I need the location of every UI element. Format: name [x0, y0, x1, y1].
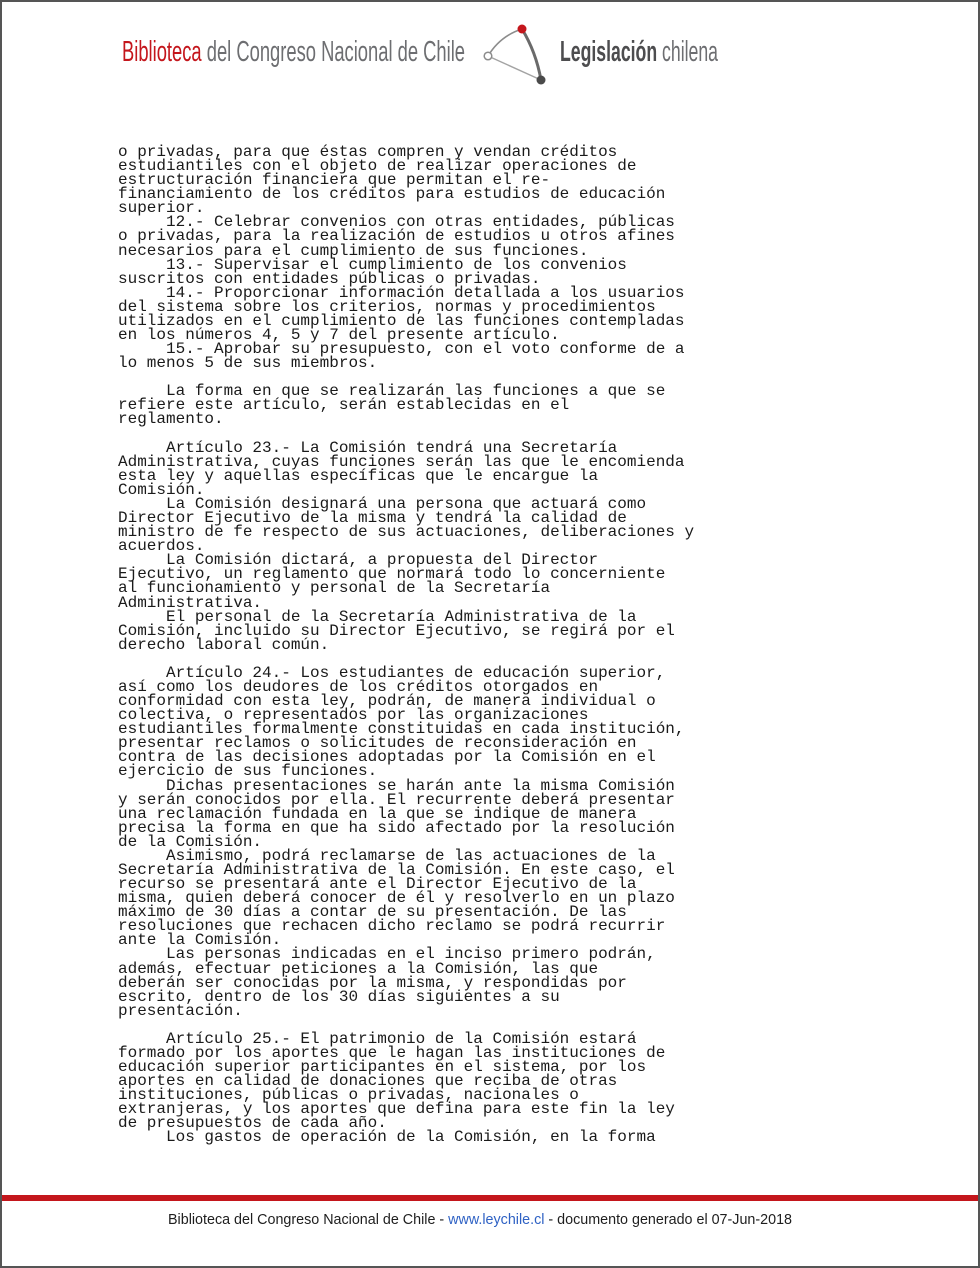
body-text-line: extranjeras, y los aportes que defina para este fin la ley [118, 1100, 675, 1119]
body-text-line: financiamiento de los créditos para estudios de educación [118, 185, 666, 204]
body-text-line: educación superior participantes en el sistema, por los [118, 1058, 647, 1077]
body-text-line: además, efectuar peticiones a la Comisión, las que [118, 959, 599, 978]
body-text-line: Comisión. [118, 480, 205, 499]
body-text-line: refiere este artículo, serán establecidas en el [118, 396, 570, 415]
body-text-line: aportes en calidad de donaciones que reciba de otras [118, 1072, 618, 1091]
body-text-line: conformidad con esta ley, podrán, de manera individual o [118, 692, 656, 711]
body-text-line: estructuración financiera que permitan el re- [118, 171, 551, 190]
library-name-highlight: Biblioteca [122, 36, 202, 68]
library-logo-icon [478, 22, 550, 88]
logo-node-top [518, 25, 527, 34]
library-name [122, 38, 465, 67]
body-text-line: ministro de fe respecto de sus actuaciones, deliberaciones y [118, 523, 695, 542]
library-name-rest: del Congreso Nacional de Chile [206, 36, 465, 68]
footer-text [168, 1212, 792, 1227]
paragraph-group [118, 143, 694, 373]
document-body [118, 145, 694, 1159]
logo-edge-left [488, 29, 522, 56]
body-text-line: resoluciones que rechacen dicho reclamo se podrá recurrir [118, 917, 666, 936]
body-text-line: 15.- Aprobar su presupuesto, con el voto conforme de a [118, 340, 685, 359]
body-text-line: máximo de 30 días a contar de su presentación. De las [118, 903, 627, 922]
body-text-line: estudiantiles formalmente constituidas en cada institución, [118, 720, 685, 739]
body-text-line: Asimismo, podrá reclamarse de las actuaciones de la [118, 846, 656, 865]
body-text-line: Las personas indicadas en el inciso primero podrán, [118, 945, 656, 964]
body-text-line: una reclamación fundada en la que se indique de manera [118, 804, 637, 823]
body-text-line: en los números 4, 5 y 7 del presente artículo. [118, 326, 560, 345]
product-name-rest: chilena [662, 36, 718, 68]
body-text-line: 12.- Celebrar convenios con otras entidades, públicas [118, 213, 675, 232]
body-text-line: contra de las decisiones adoptadas por la Comisión en el [118, 748, 656, 767]
footer-text-suffix: - documento generado el 07-Jun-2018 [548, 1211, 792, 1228]
footer-text-prefix: Biblioteca del Congreso Nacional de Chile - [168, 1211, 445, 1228]
body-text-line: al funcionamiento y personal de la Secretaría [118, 579, 551, 598]
body-text-line: reglamento. [118, 410, 224, 429]
body-text-line: presentar reclamos o solicitudes de reconsideración en [118, 734, 637, 753]
body-text-line: esta ley y aquellas específicas que le encargue la [118, 466, 599, 485]
body-text-line: Los gastos de operación de la Comisión, en la forma [118, 1128, 656, 1147]
product-name-bold: Legislación [560, 36, 658, 68]
body-text-line: precisa la forma en que ha sido afectado por la resolución [118, 818, 675, 837]
body-text-line: de la Comisión. [118, 832, 263, 851]
body-text-line: derecho laboral común. [118, 635, 330, 654]
body-text-line: deberán ser conocidas por la misma, y respondidas por [118, 973, 627, 992]
body-text-line: y serán conocidos por ella. El recurrente deberá presentar [118, 790, 675, 809]
body-text-line: utilizados en el cumplimiento de las funciones contempladas [118, 311, 685, 330]
body-text-line: misma, quien deberá conocer de él y resolverlo en un plazo [118, 889, 675, 908]
body-text-line: estudiantiles con el objeto de realizar operaciones de [118, 157, 637, 176]
body-text-line: o privadas, para que éstas compren y vendan créditos [118, 143, 618, 161]
body-text-line: colectiva, o representados por las organizaciones [118, 706, 589, 725]
body-text-line: La Comisión designará una persona que actuará como [118, 494, 647, 513]
body-text-line: ejercicio de sus funciones. [118, 762, 378, 781]
paragraph-group [118, 663, 694, 1020]
body-text-line: Artículo 23.- La Comisión tendrá una Secretaría [118, 438, 618, 457]
body-text-line: del sistema sobre los criterios, normas y procedimientos [118, 297, 656, 316]
body-text-line: escrito, dentro de los 30 días siguientes a su [118, 987, 560, 1006]
footer-rule [2, 1195, 978, 1201]
body-text-line: Secretaría Administrativa de la Comisión. En este caso, el [118, 860, 675, 879]
body-text-line: Administrativa, cuyas funciones serán las que le encomienda [118, 452, 685, 471]
body-text-line: Artículo 25.- El patrimonio de la Comisión estará [118, 1029, 637, 1048]
body-text-line: o privadas, para la realización de estudios u otros afines [118, 227, 675, 246]
body-text-line: recurso se presentará ante el Director Ejecutivo de la [118, 875, 637, 894]
body-text-line: lo menos 5 de sus miembros. [118, 354, 378, 373]
body-text-line: Director Ejecutivo de la misma y tendrá la calidad de [118, 509, 627, 528]
body-text-line: acuerdos. [118, 537, 205, 556]
body-text-line: superior. [118, 199, 205, 218]
body-text-line: necesarios para el cumplimiento de sus funciones. [118, 241, 589, 260]
body-text-line: instituciones, públicas o privadas, nacionales o [118, 1086, 579, 1105]
body-text-line: El personal de la Secretaría Administrativa de la [118, 607, 637, 626]
body-text-line: Comisión, incluido su Director Ejecutivo, se regirá por el [118, 621, 675, 640]
footer-link[interactable]: www.leychile.cl [448, 1211, 545, 1228]
logo-edge-bottom [488, 56, 541, 80]
body-text-line: Administrativa. [118, 593, 263, 612]
body-text-line: ante la Comisión. [118, 931, 282, 950]
body-text-line: Artículo 24.- Los estudiantes de educación superior, [118, 663, 666, 682]
body-text-line: La forma en que se realizarán las funciones a que se [118, 382, 666, 401]
body-text-line: suscritos con entidades públicas o privadas. [118, 269, 541, 288]
body-text-line: La Comisión dictará, a propuesta del Director [118, 551, 599, 570]
body-text-line: presentación. [118, 1001, 243, 1020]
body-text-line: de presupuestos de cada año. [118, 1114, 387, 1133]
body-text-line: 13.- Supervisar el cumplimiento de los convenios [118, 255, 627, 274]
body-text-line: 14.- Proporcionar información detallada a los usuarios [118, 283, 685, 302]
body-text-line: así como los deudores de los créditos otorgados en [118, 677, 599, 696]
logo-node-bottom [537, 76, 546, 85]
paragraph-group [118, 1029, 694, 1147]
paragraph-group [118, 438, 695, 654]
body-text-line: formado por los aportes que le hagan las instituciones de [118, 1044, 666, 1062]
body-text-line: Ejecutivo, un reglamento que normará todo lo concerniente [118, 565, 666, 584]
paragraph-group [118, 382, 694, 429]
product-name [560, 38, 718, 67]
logo-node-left [484, 52, 492, 60]
body-text-line: Dichas presentaciones se harán ante la misma Comisión [118, 776, 675, 795]
